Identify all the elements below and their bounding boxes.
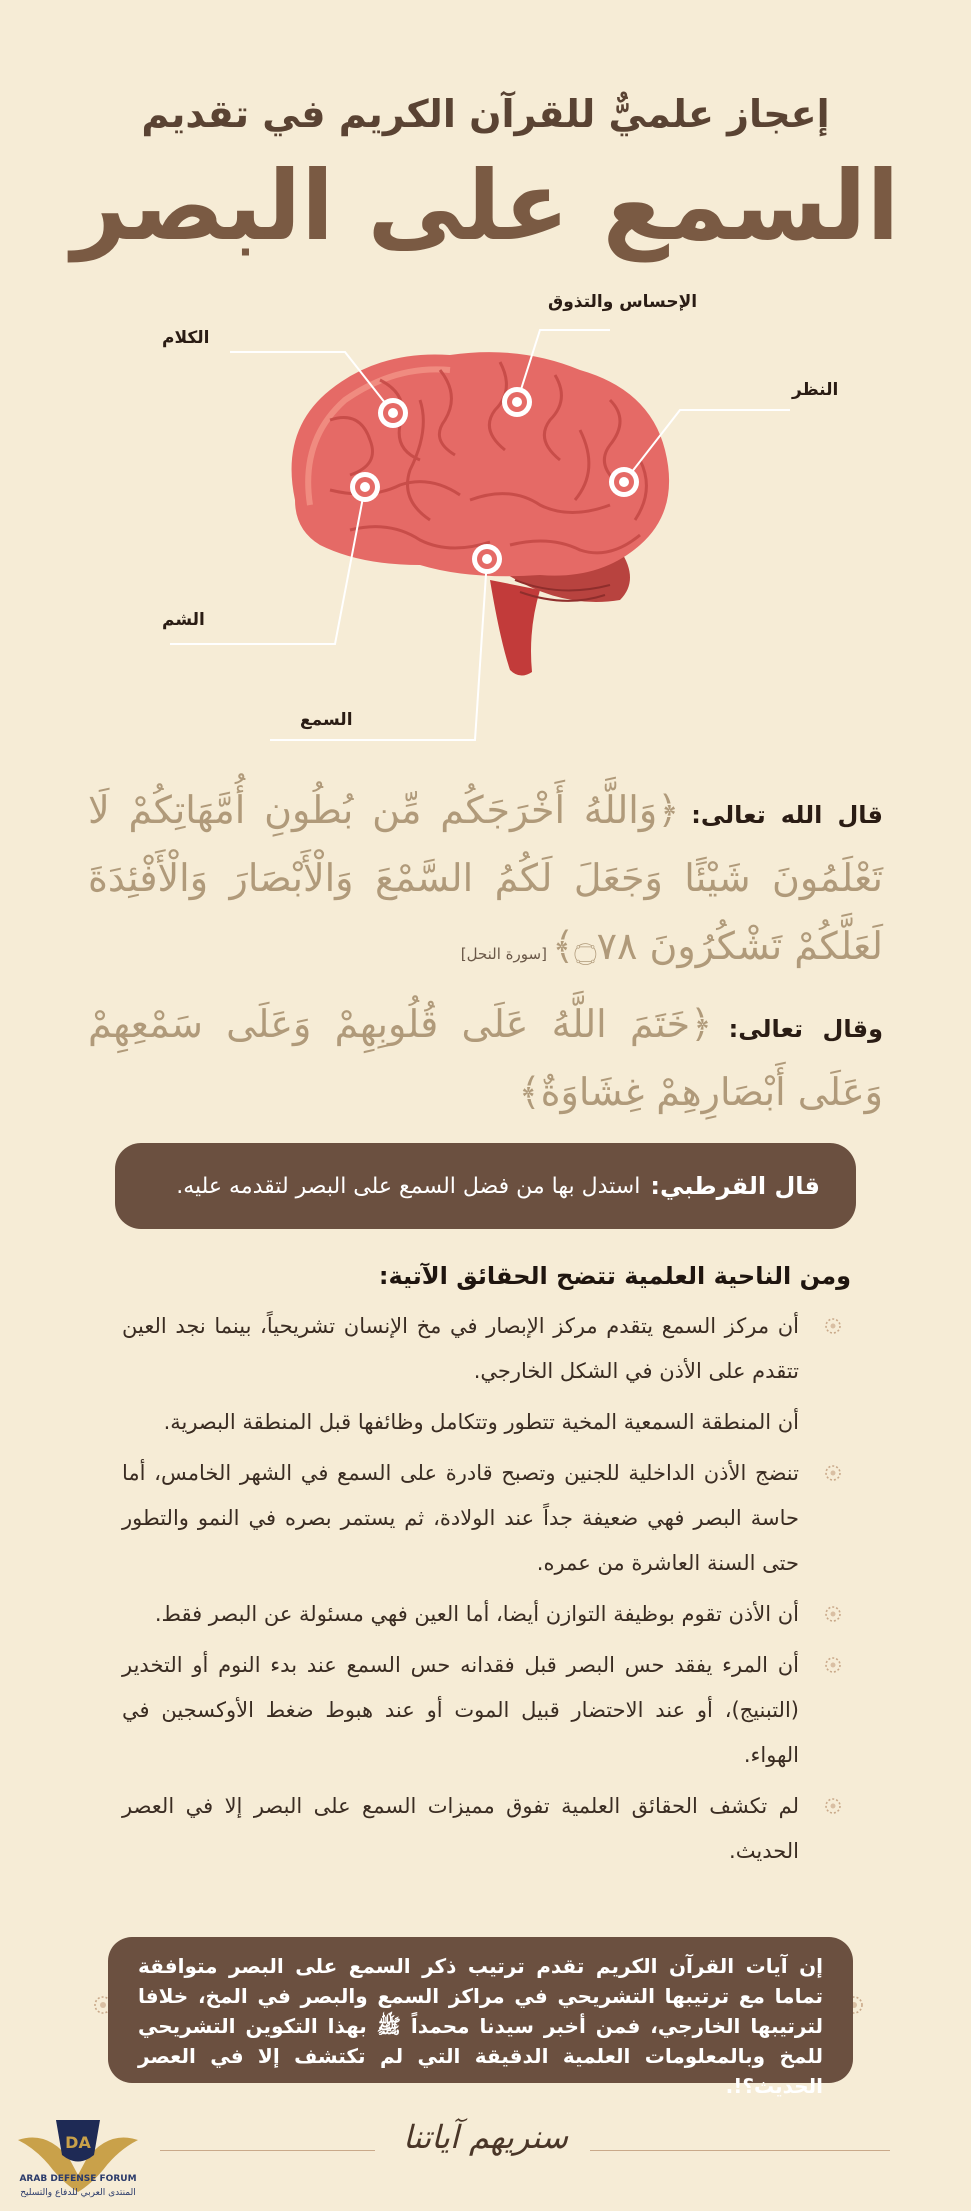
qurtubi-text: استدل بها من فضل السمع على البصر لتقدمه عليه.	[176, 1173, 641, 1199]
label-speech: الكلام	[162, 328, 210, 348]
footer-brand: سنريهم آياتنا	[402, 2118, 569, 2156]
fact-text: لم تكشف الحقائق العلمية تفوق مميزات السمع على البصر إلا في العصر الحديث.	[122, 1794, 799, 1863]
marker-smell-icon	[350, 472, 380, 502]
list-item	[122, 1643, 849, 1778]
verse-1-text: ﴿وَاللَّهُ أَخْرَجَكُم مِّن بُطُونِ أُمَّهَاتِكُمْ لَا تَعْلَمُونَ شَيْئًا وَجَعَلَ لَكُمُ السَّمْعَ وَالْأَبْصَارَ وَالْأَفْئِدَةَ لَعَلَّكُمْ تَشْكُرُونَ ۝٧٨﴾	[88, 788, 883, 968]
verse-1	[88, 776, 883, 980]
list-item	[122, 1592, 849, 1637]
facts-heading: ومن الناحية العلمية تتضح الحقائق الآتية:	[378, 1262, 851, 1290]
label-vision: النظر	[792, 380, 839, 400]
marker-taste-icon	[502, 387, 532, 417]
marker-vision-icon	[609, 467, 639, 497]
list-item	[122, 1784, 849, 1874]
page-title: السمع على البصر	[71, 150, 900, 262]
logo-mark: DA	[65, 2133, 91, 2152]
fact-text: أن المنطقة السمعية المخية تتطور وتتكامل وظائفها قبل المنطقة البصرية.	[163, 1410, 799, 1434]
cerebrum	[292, 352, 670, 576]
flower-bullet-icon	[823, 1316, 843, 1336]
label-smell: الشم	[162, 610, 205, 630]
flower-bullet-icon	[823, 1604, 843, 1624]
verse-1-lead: قال الله تعالى:	[691, 801, 883, 829]
qurtubi-lead: قال القرطبي:	[650, 1172, 820, 1200]
logo-title-en: ARAB DEFENSE FORUM	[19, 2174, 137, 2184]
fact-text: تنضج الأذن الداخلية للجنين وتصبح قادرة على السمع في الشهر الخامس، أما حاسة البصر فهي ضعيفة جداً عند الولادة، ثم يستمر بصره في النمو والتطور حتى السنة العاشرة من عمره.	[122, 1461, 799, 1575]
flower-bullet-icon	[823, 1796, 843, 1816]
qurtubi-quote-panel	[115, 1143, 856, 1229]
fact-text: أن المرء يفقد حس البصر قبل فقدانه حس السمع عند بدء النوم أو التخدير (التبنيج)، أو عند الاحتضار قبيل الموت أو عند هبوط ضغط الأوكسجين في الهواء.	[122, 1653, 799, 1767]
conclusion-panel: إن آيات القرآن الكريم تقدم ترتيب ذكر السمع على البصر متوافقة تماما مع ترتيبها التشريحي في مراكز السمع والبصر في المخ، خلافا لترتيبها الخارجي، فمن أخبر سيدنا محمداً ﷺ بهذا التكوين التشريحي للمخ وبالمعلومات العلمية الدقيقة التي لم تكتشف إلا في العصر الحديث؟!.	[108, 1937, 853, 2083]
fact-text: أن الأذن تقوم بوظيفة التوازن أيضا، أما العين فهي مسئولة عن البصر فقط.	[154, 1602, 799, 1626]
brain-svg	[0, 280, 971, 760]
list-item	[122, 1304, 849, 1394]
marker-speech-icon	[378, 398, 408, 428]
flower-bullet-icon	[823, 1655, 843, 1675]
label-sensation-taste: الإحساس والتذوق	[548, 292, 698, 312]
verse-1-source: [سورة النحل]	[460, 945, 547, 963]
verse-2-text: ﴿خَتَمَ اللَّهُ عَلَى قُلُوبِهِمْ وَعَلَى سَمْعِهِمْ وَعَلَى أَبْصَارِهِمْ غِشَاوَةٌ﴾	[88, 1002, 883, 1114]
page-subtitle: إعجاز علميٌّ للقرآن الكريم في تقديم	[141, 92, 830, 136]
verse-2-lead: وقال تعالى:	[728, 1015, 883, 1043]
brain-stem	[490, 580, 540, 676]
flower-bullet-icon	[823, 1463, 843, 1483]
brain-illustration	[0, 280, 971, 760]
label-hearing: السمع	[300, 710, 353, 730]
list-item	[122, 1451, 849, 1586]
marker-hearing-icon	[472, 544, 502, 574]
verse-2	[88, 990, 883, 1126]
logo-title-ar: المنتدى العربي للدفاع والتسليح	[20, 2188, 136, 2198]
facts-list	[122, 1304, 849, 1880]
fact-text: أن مركز السمع يتقدم مركز الإبصار في مخ الإنسان تشريحياً، بينما نجد العين تتقدم على الأذن في الشكل الخارجي.	[122, 1314, 799, 1383]
list-item	[122, 1400, 849, 1445]
